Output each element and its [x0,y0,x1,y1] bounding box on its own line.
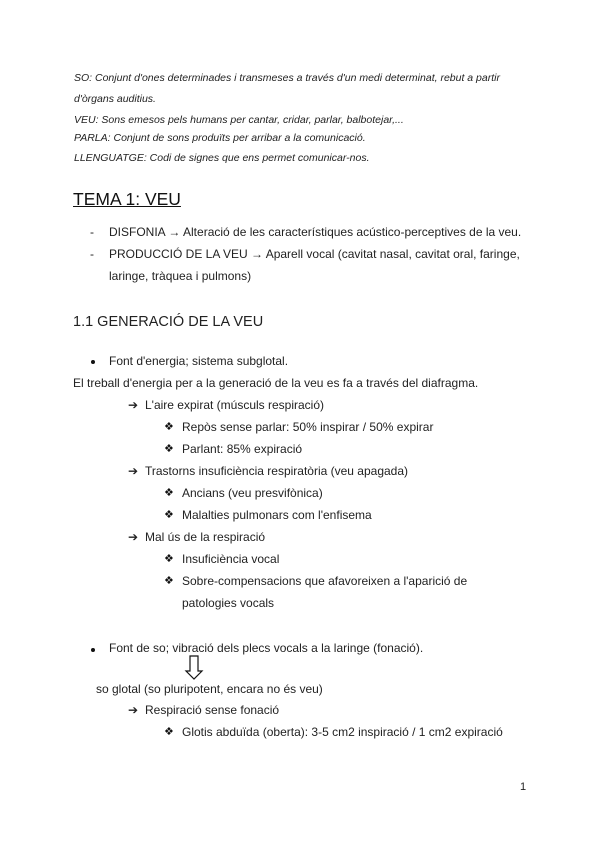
bullet-dot-icon [91,360,95,364]
bullet-dot-icon [91,648,95,652]
sub-item-parlant: Parlant: 85% expiració [182,442,303,456]
page-title: TEMA 1: VEU [73,189,181,209]
sub-item-ancians: Ancians (veu presvifònica) [182,486,323,500]
diamond-bullet-icon: ❖ [164,553,174,565]
arrow-icon: ➔ [128,464,139,478]
definition-llenguatge: LLENGUATGE: Codi de signes que ens permet comunicar-nos. [74,152,370,164]
dash-marker: - [90,247,94,261]
bullet-font-energia: Font d'energia; sistema subglotal. [109,354,289,368]
dash-item-disfonia: DISFONIA → Alteració de les característiques acústico-perceptives de la veu. [109,225,522,239]
sub-item-malalties: Malalties pulmonars com l'enfisema [182,508,372,522]
arrow-icon: ➔ [128,530,139,544]
sub-item-glotis-abduida: Glotis abduïda (oberta): 3-5 cm2 inspiració / 1 cm2 expiració [182,725,503,739]
arrow-item-mal-us: Mal ús de la respiració [145,530,266,544]
dash-item-produccio-line2: laringe, tràquea i pulmons) [109,269,252,283]
section-heading: 1.1 GENERACIÓ DE LA VEU [73,314,264,330]
sub-item-sobre-compensacions-line2: patologies vocals [182,596,275,610]
diamond-bullet-icon: ❖ [164,421,174,433]
dash-item-produccio-line1: PRODUCCIÓ DE LA VEU → Aparell vocal (cavitat nasal, cavitat oral, faringe, [109,247,520,261]
arrow-item-respiracio-sense-fonacio: Respiració sense fonació [145,703,280,717]
paragraph-so-glotal: so glotal (so pluripotent, encara no és veu) [96,682,323,696]
bullet-font-so: Font de so; vibració dels plecs vocals a la laringe (fonació). [109,641,424,655]
sub-item-sobre-compensacions-line1: Sobre-compensacions que afavoreixen a l'aparició de [182,574,468,588]
diamond-bullet-icon: ❖ [164,726,174,738]
definition-so-line2: d'òrgans auditius. [74,93,156,105]
down-arrow-icon [184,655,204,681]
arrow-item-aire-expirat: L'aire expirat (músculs respiració) [145,398,325,412]
diamond-bullet-icon: ❖ [164,487,174,499]
arrow-icon: ➔ [128,703,139,717]
arrow-icon: ➔ [128,398,139,412]
sub-item-insuficiencia-vocal: Insuficiència vocal [182,552,280,566]
sub-item-repos: Repòs sense parlar: 50% inspirar / 50% expirar [182,420,434,434]
definition-parla: PARLA: Conjunt de sons produïts per arribar a la comunicació. [74,132,366,144]
dash-marker: - [90,225,94,239]
diamond-bullet-icon: ❖ [164,509,174,521]
arrow-item-trastorns: Trastorns insuficiència respiratòria (veu apagada) [145,464,409,478]
page-number: 1 [520,781,527,793]
diamond-bullet-icon: ❖ [164,575,174,587]
diamond-bullet-icon: ❖ [164,443,174,455]
definition-veu: VEU: Sons emesos pels humans per cantar, cridar, parlar, balbotejar,... [74,114,404,126]
definition-so-line1: SO: Conjunt d'ones determinades i transmeses a través d'un medi determinat, rebut a partir [74,72,500,84]
paragraph-treball-energia: El treball d'energia per a la generació de la veu es fa a través del diafragma. [73,376,479,390]
